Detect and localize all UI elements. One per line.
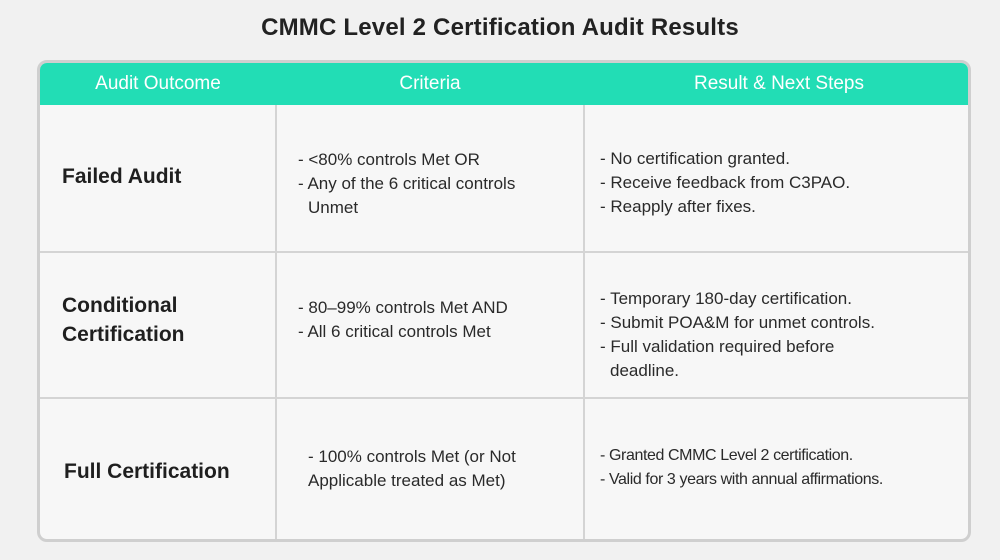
outcome-line: Conditional: [62, 294, 178, 317]
result-line: - Temporary 180-day certification.: [600, 289, 852, 308]
criteria-line: - 80–99% controls Met AND: [298, 298, 508, 317]
header-result-next-steps: Result & Next Steps: [693, 73, 865, 94]
criteria-line: - <80% controls Met OR: [298, 150, 480, 169]
criteria-line: - Any of the 6 critical controls: [298, 174, 516, 193]
outcome-label: Full Certification: [64, 460, 230, 483]
header-criteria: Criteria: [399, 73, 461, 94]
criteria-cell: [308, 445, 516, 493]
criteria-line: Applicable treated as Met): [308, 471, 506, 490]
column-divider: [583, 105, 585, 539]
result-line: - No certification granted.: [600, 149, 790, 168]
criteria-line: Unmet: [308, 198, 359, 217]
criteria-line: - 100% controls Met (or Not: [308, 447, 516, 466]
column-divider: [275, 105, 277, 539]
result-line: - Reapply after fixes.: [600, 197, 756, 216]
result-line: - Full validation required before: [600, 337, 835, 356]
result-line: - Submit POA&M for unmet controls.: [600, 313, 875, 332]
result-line: deadline.: [610, 361, 680, 380]
table-header: [40, 63, 968, 105]
page-title: CMMC Level 2 Certification Audit Results: [261, 14, 739, 41]
result-cell: [600, 287, 875, 383]
header-audit-outcome: Audit Outcome: [95, 73, 221, 94]
outcome-label: Failed Audit: [62, 165, 182, 188]
criteria-line: - All 6 critical controls Met: [298, 322, 491, 341]
result-line: - Valid for 3 years with annual affirmations.: [600, 471, 883, 488]
result-cell: [600, 147, 850, 219]
result-line: - Receive feedback from C3PAO.: [600, 173, 851, 192]
table-row-conditional-certification: [40, 251, 968, 399]
audit-results-table: [37, 60, 971, 542]
outcome-line: Certification: [62, 323, 185, 346]
result-line: - Granted CMMC Level 2 certification.: [600, 447, 853, 464]
criteria-cell: [298, 296, 508, 344]
table-row-full-certification: [40, 397, 968, 542]
criteria-cell: [298, 148, 515, 220]
outcome-label: [62, 291, 185, 349]
result-cell: [600, 444, 883, 492]
table-row-failed-audit: [40, 105, 968, 251]
